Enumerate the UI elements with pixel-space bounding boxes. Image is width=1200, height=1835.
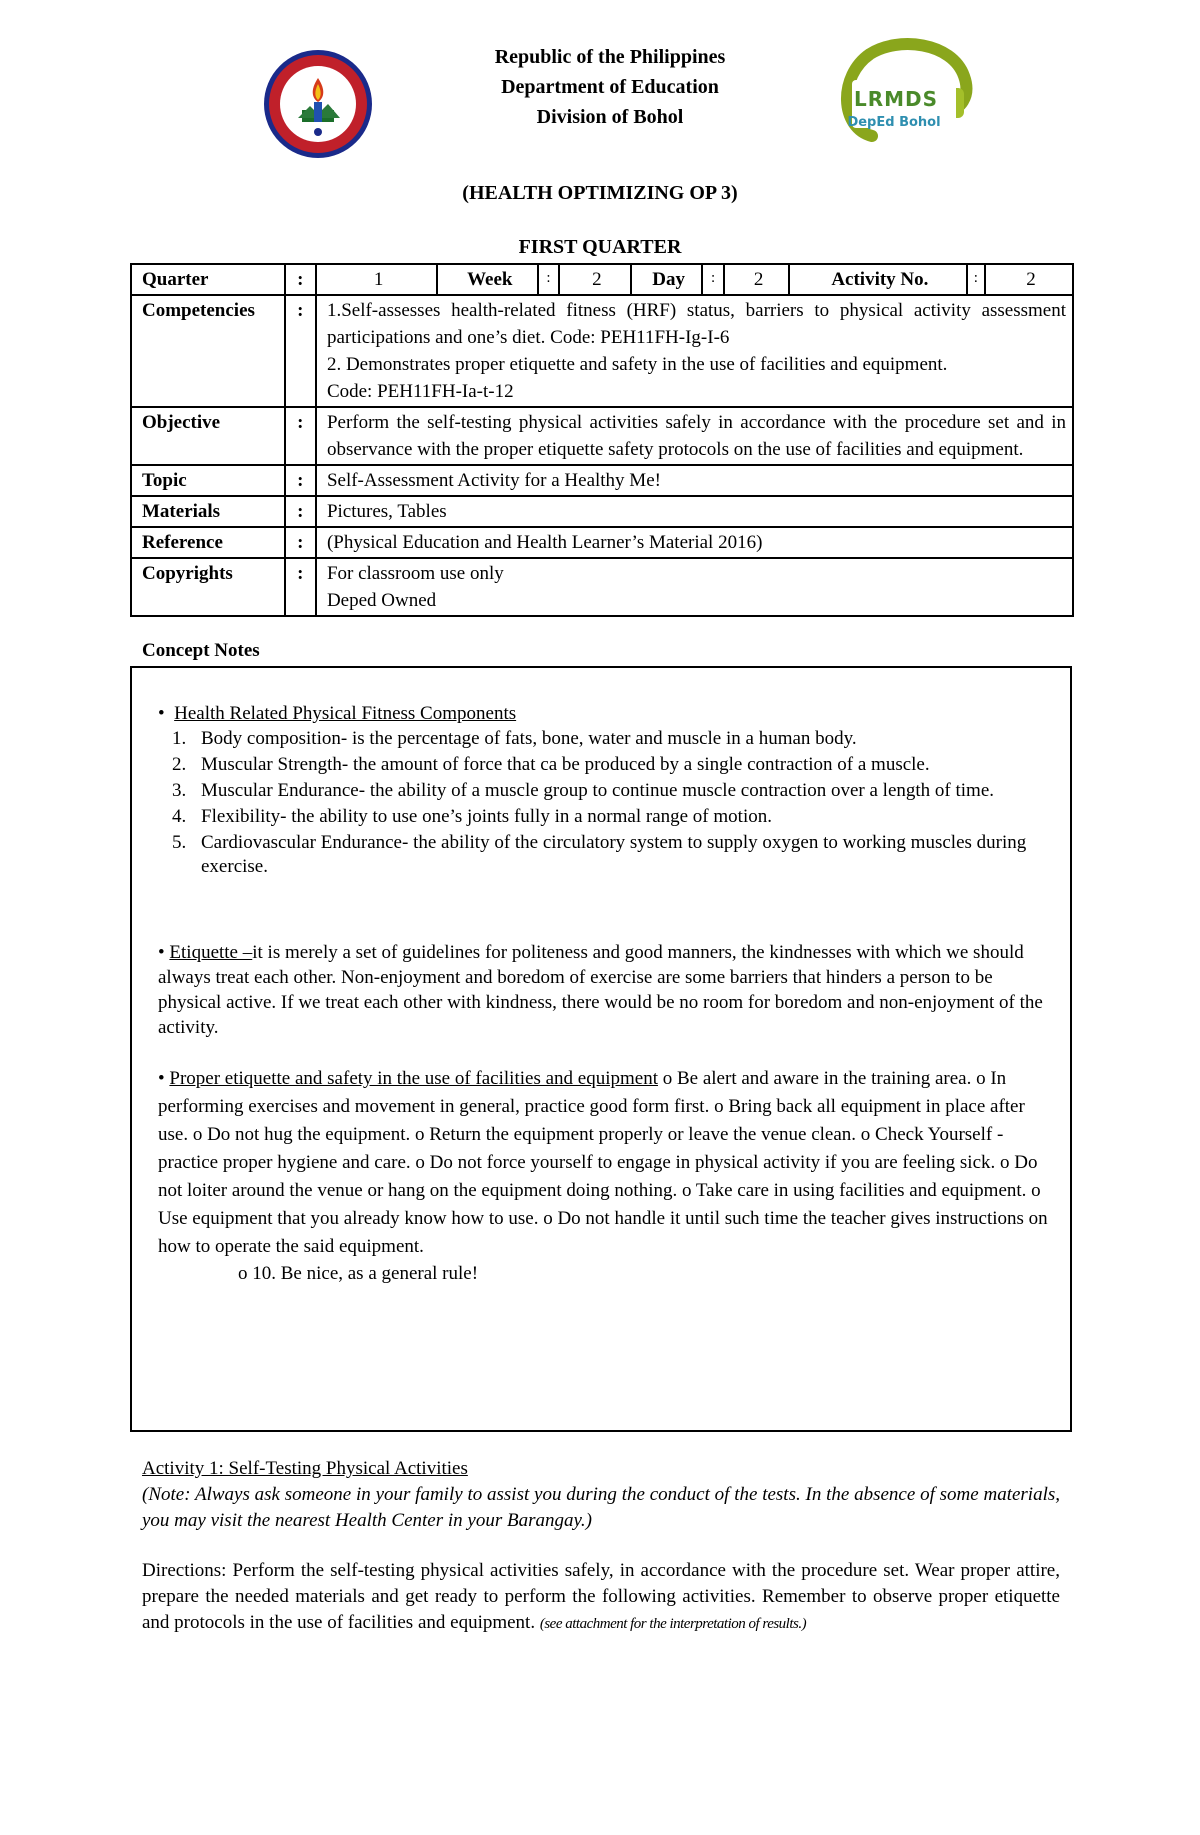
- svg-text:DepEd Bohol: DepEd Bohol: [847, 115, 941, 130]
- concept-notes-label: Concept Notes: [142, 640, 260, 661]
- svg-text:LRMDS: LRMDS: [853, 87, 939, 111]
- proper-etiquette-section: [158, 1065, 1053, 1287]
- quarter-subtitle: FIRST QUARTER: [518, 236, 682, 258]
- document-title: (HEALTH OPTIMIZING OP 3): [462, 182, 738, 204]
- proper-etiquette-heading: Proper etiquette and safety in the use of facilities and equipment: [169, 1068, 658, 1089]
- header-division: Division of Bohol: [536, 106, 684, 128]
- competencies-value: [316, 295, 1073, 407]
- activity-note: (Note: Always ask someone in your family to assist you during the conduct of the tests. In the absence of some materials, you may visit the nearest Health Center in your Barangay.): [142, 1484, 1060, 1531]
- quarter-value: 1: [316, 264, 437, 295]
- quarter-label: Quarter: [131, 264, 285, 295]
- week-value: 2: [559, 264, 632, 295]
- objective-row: [131, 407, 1073, 465]
- list-item: 4. Flexibility- the ability to use one’s joints fully in a normal range of motion.: [172, 806, 772, 827]
- directions-italic: (see attachment for the interpretation of results.): [539, 1616, 807, 1632]
- day-label: Day: [631, 264, 702, 295]
- topic-label: Topic: [131, 465, 285, 496]
- topic-row: [131, 465, 1073, 496]
- etiquette-section: [158, 940, 1053, 1040]
- proper-etiquette-last: o 10. Be nice, as a general rule!: [238, 1263, 479, 1284]
- copyrights-label: Copyrights: [131, 558, 285, 616]
- competency-2: 2. Demonstrates proper etiquette and safety in the use of facilities and equipment.: [326, 354, 948, 375]
- etiquette-text: it is merely a set of guidelines for politeness and good manners, the kindnesses with which we should always treat each other. Non-enjoyment and boredom of exercise are some barriers that hinders a person to be physical active. If we treat each other with kindness, there would be no room for boredom and non-enjoyment of the activity.: [158, 942, 1043, 1038]
- copyrights-value: [316, 558, 1073, 616]
- colon: :: [285, 527, 316, 558]
- document-header: [0, 42, 1200, 132]
- activity-label: Activity No.: [789, 264, 967, 295]
- list-item: 2. Muscular Strength- the amount of force that ca be produced by a single contraction of a muscle.: [172, 754, 930, 775]
- colon: :: [285, 496, 316, 527]
- colon: :: [285, 407, 316, 465]
- copyrights-row: [131, 558, 1073, 616]
- hrf-heading: Health Related Physical Fitness Components: [174, 703, 517, 724]
- bullet: •: [158, 703, 165, 724]
- list-item: 1. Body composition- is the percentage of fats, bone, water and muscle in a human body.: [172, 728, 857, 749]
- components-list: [158, 727, 1058, 879]
- week-label: Week: [437, 264, 538, 295]
- hrf-section: [158, 701, 1058, 881]
- lesson-info-table: [130, 263, 1074, 617]
- header-republic: Republic of the Philippines: [494, 46, 726, 68]
- activity-section: [142, 1456, 1060, 1637]
- lrmds-logo: [832, 36, 978, 148]
- competencies-row: [131, 295, 1073, 407]
- day-value: 2: [724, 264, 789, 295]
- schedule-row: [131, 264, 1073, 295]
- activity-directions: [142, 1558, 1060, 1637]
- competency-1: 1.Self-assesses health-related fitness (HRF) status, barriers to physical activity assessment participations and one’s diet. Code: PEH11FH-Ig-I-6: [326, 300, 1066, 348]
- objective-label: Objective: [131, 407, 285, 465]
- bullet: •: [158, 942, 165, 963]
- materials-value: Pictures, Tables: [316, 496, 1073, 527]
- colon: :: [285, 295, 316, 407]
- copyrights-line-1: For classroom use only: [326, 563, 504, 584]
- colon: :: [285, 558, 316, 616]
- activity-value: 2: [985, 264, 1073, 295]
- activity-heading: Activity 1: Self-Testing Physical Activities: [142, 1458, 468, 1479]
- etiquette-heading: Etiquette –: [169, 942, 253, 963]
- reference-row: [131, 527, 1073, 558]
- materials-label: Materials: [131, 496, 285, 527]
- reference-label: Reference: [131, 527, 285, 558]
- objective-value: Perform the self-testing physical activities safely in accordance with the procedure set and in observance with the proper etiquette safety protocols on the use of facilities and equipment.: [316, 407, 1073, 465]
- list-item: 5. Cardiovascular Endurance- the ability of the circulatory system to supply oxygen to working muscles during exercise.: [172, 832, 1027, 877]
- colon: :: [702, 264, 724, 295]
- competencies-label: Competencies: [131, 295, 285, 407]
- colon: :: [285, 465, 316, 496]
- directions-text: Directions: Perform the self-testing physical activities safely, in accordance with the procedure set. Wear proper attire, prepare the needed materials and get ready to perform the following activities. Remember to observe proper etiquette and protocols in the use of facilities and equipment.: [142, 1560, 1060, 1633]
- proper-etiquette-text: o Be alert and aware in the training area. o In performing exercises and movement in general, practice good form first. o Bring back all equipment in place after use. o Do not hug the equipment. o Return the equipment properly or leave the venue clean. o Check Yourself - practice proper hygiene and care. o Do not force yourself to engage in physical activity if you are feeling sick. o Do not loiter around the venue or hang on the equipment doing nothing. o Take care in using facilities and equipment. o Use equipment that you already know how to use. o Do not handle it until such time the teacher gives instructions on how to operate the said equipment.: [158, 1068, 1048, 1257]
- colon: :: [285, 264, 316, 295]
- competency-2-code: Code: PEH11FH-Ia-t-12: [326, 381, 514, 402]
- header-department: Department of Education: [501, 76, 719, 98]
- topic-value: Self-Assessment Activity for a Healthy Me!: [316, 465, 1073, 496]
- bullet: •: [158, 1068, 165, 1089]
- colon: :: [967, 264, 985, 295]
- reference-value: (Physical Education and Health Learner’s Material 2016): [316, 527, 1073, 558]
- colon: :: [538, 264, 558, 295]
- materials-row: [131, 496, 1073, 527]
- copyrights-line-2: Deped Owned: [326, 590, 437, 611]
- list-item: 3. Muscular Endurance- the ability of a muscle group to continue muscle contraction over a length of time.: [172, 780, 994, 801]
